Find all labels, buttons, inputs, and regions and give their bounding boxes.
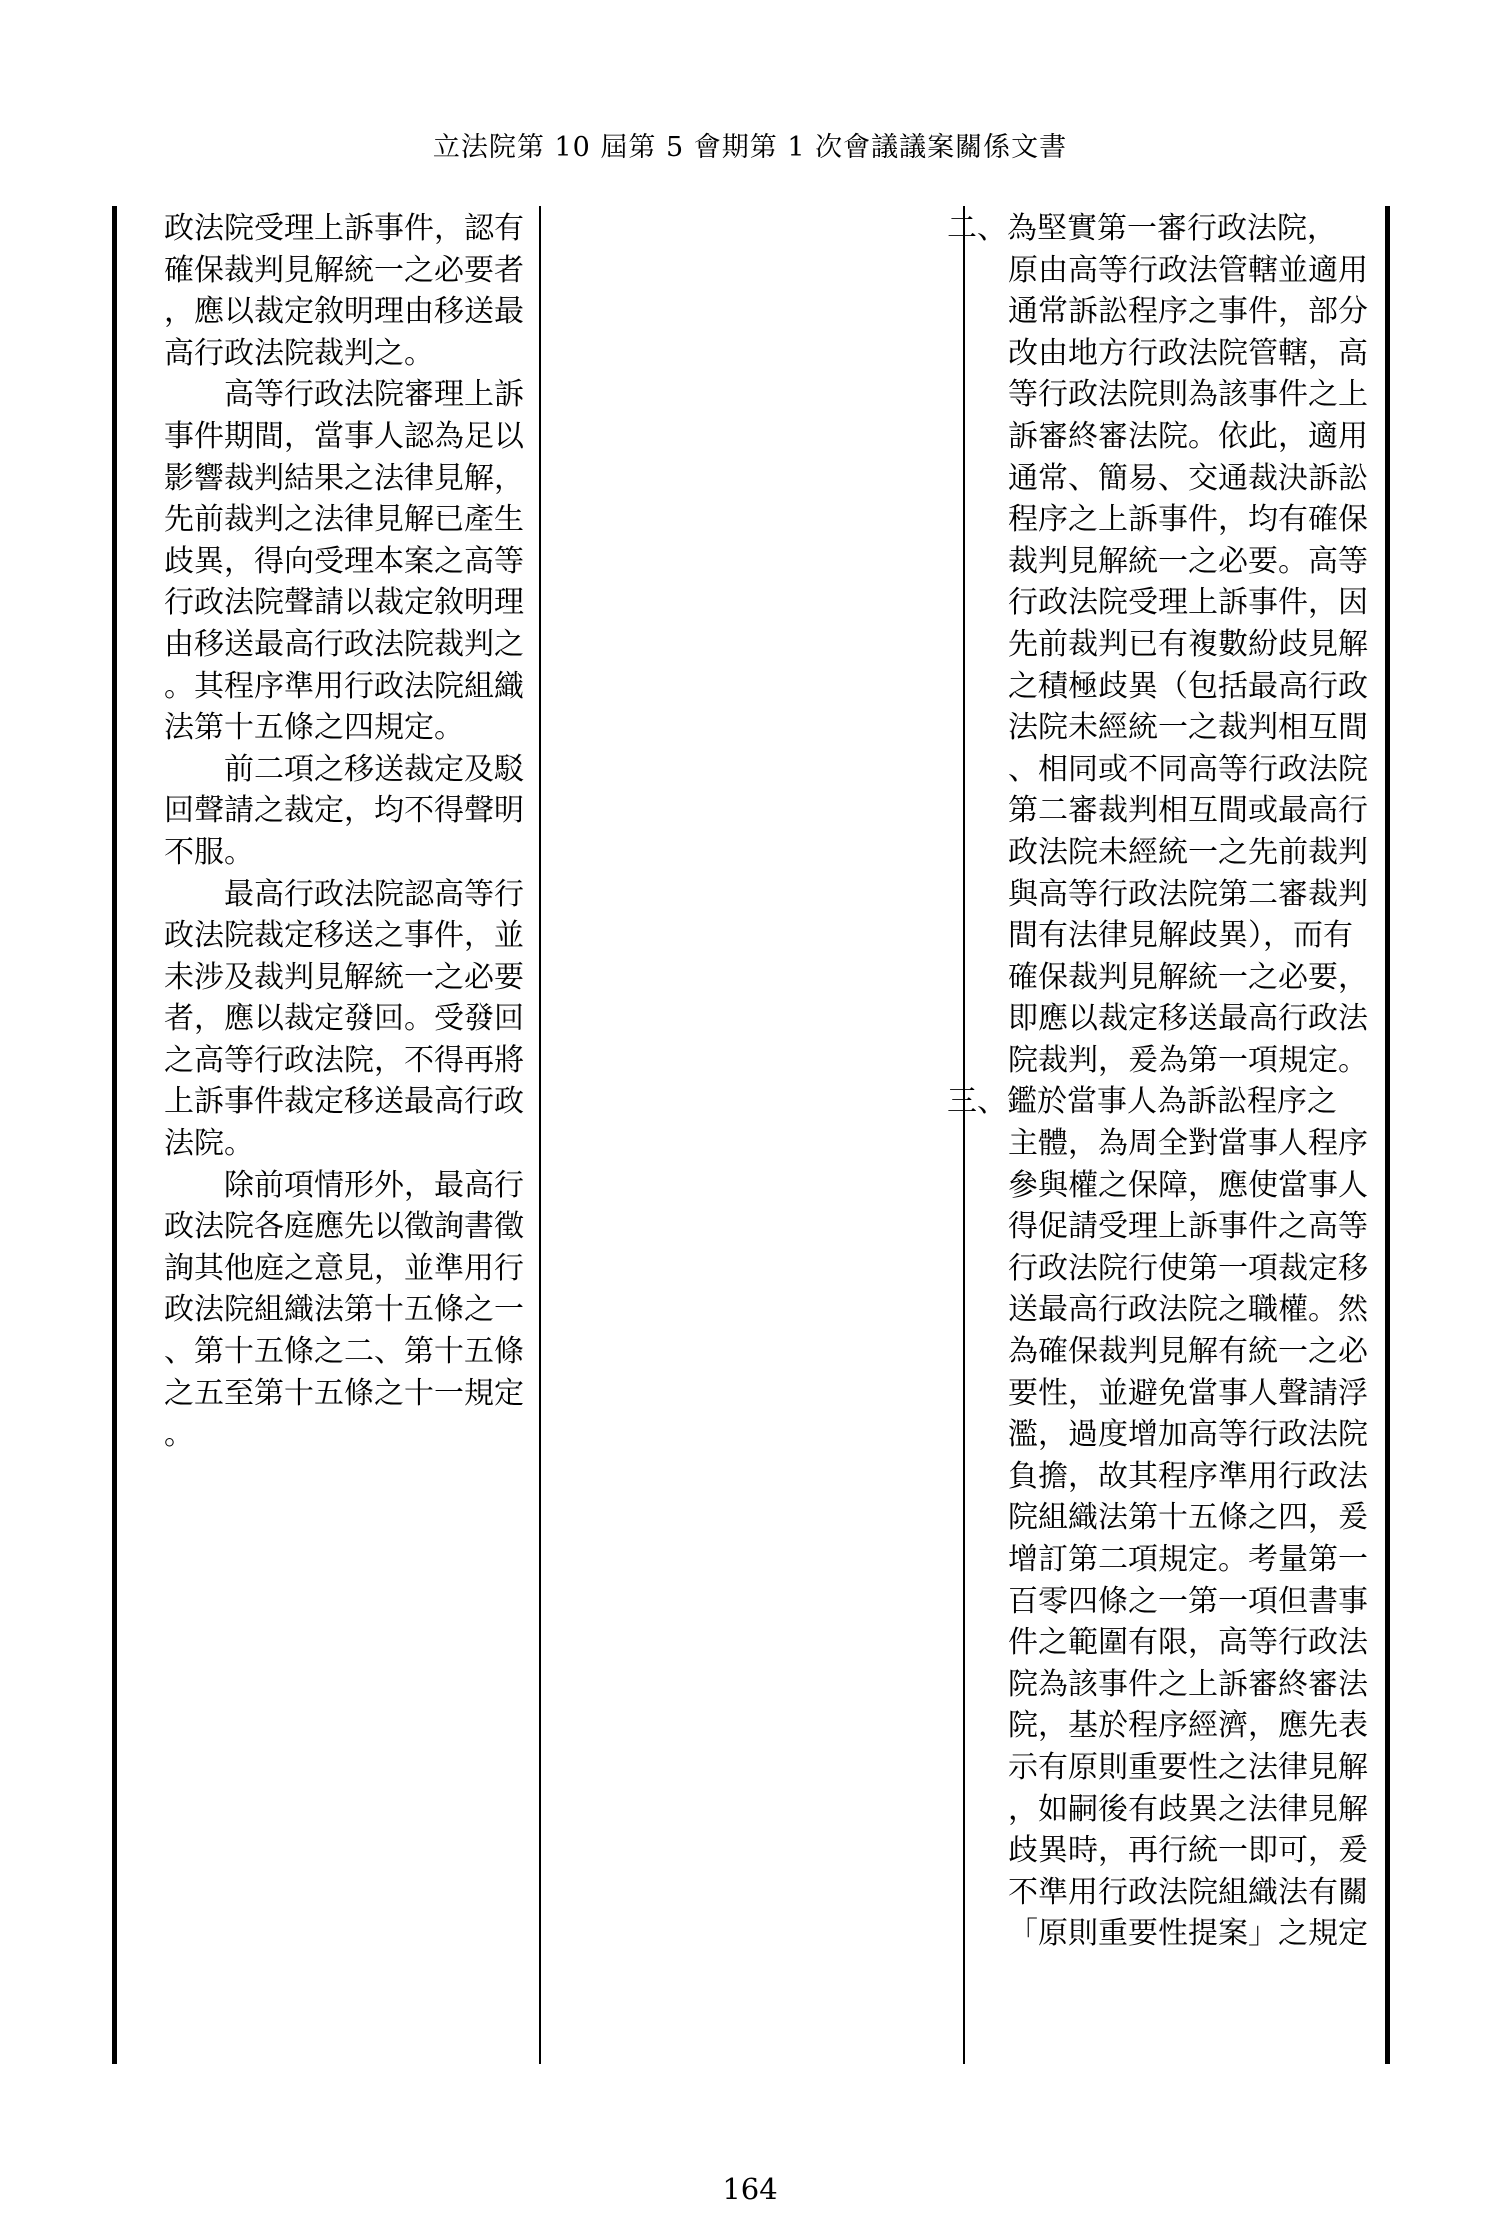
right-border-rule: [1385, 206, 1390, 2064]
amended-text-column: [164, 208, 534, 1456]
right-line: 院，基於程序經濟，應先表: [1008, 1708, 1368, 1744]
right-line: ，如嗣後有歧異之法律見解: [1008, 1791, 1368, 1827]
left-line: 。: [164, 1417, 194, 1453]
column-divider-1: [539, 206, 541, 2064]
left-line: 回聲請之裁定，均不得聲明: [164, 793, 524, 829]
left-line: 政法院各庭應先以徵詢書徵: [164, 1209, 524, 1245]
left-line: 政法院組織法第十五條之一: [164, 1292, 524, 1328]
right-line: 裁判見解統一之必要。高等: [1008, 543, 1368, 579]
left-line: 最高行政法院認高等行: [164, 876, 524, 912]
page-number: 164: [722, 2172, 778, 2206]
right-line: 行政法院行使第一項裁定移: [1008, 1250, 1368, 1286]
right-line: 院組織法第十五條之四，爰: [1008, 1500, 1368, 1536]
right-line: 改由地方行政法院管轄，高: [1008, 335, 1368, 371]
explanation-column: [947, 208, 1382, 1955]
left-line: 不服。: [164, 834, 254, 870]
left-line: 歧異，得向受理本案之高等: [164, 543, 524, 579]
right-line: 歧異時，再行統一即可，爰: [1008, 1833, 1368, 1869]
right-line: 、相同或不同高等行政法院: [1008, 751, 1368, 787]
right-line: 百零四條之一第一項但書事: [1008, 1583, 1368, 1619]
right-line: 主體，為周全對當事人程序: [1008, 1126, 1368, 1162]
left-line: 未涉及裁判見解統一之必要: [164, 959, 524, 995]
right-line: 法院未經統一之裁判相互間: [1008, 710, 1368, 746]
right-line: 院為該事件之上訴審終審法: [1008, 1666, 1368, 1702]
left-line: 行政法院聲請以裁定敘明理: [164, 585, 524, 621]
right-line: 為確保裁判見解有統一之必: [1008, 1334, 1368, 1370]
right-line: 「原則重要性提案」之規定: [1008, 1916, 1368, 1952]
right-line: 增訂第二項規定。考量第一: [1008, 1542, 1368, 1577]
right-line: 等行政法院則為該事件之上: [1008, 377, 1368, 413]
right-line: 三、鑑於當事人為訴訟程序之: [947, 1084, 1337, 1120]
right-line: 濫，過度增加高等行政法院: [1008, 1417, 1368, 1453]
right-line: 參與權之保障，應使當事人: [1008, 1167, 1368, 1203]
right-line: 與高等行政法院第二審裁判: [1008, 876, 1368, 912]
left-line: 確保裁判見解統一之必要者: [164, 252, 524, 288]
left-line: 詢其他庭之意見，並準用行: [164, 1250, 524, 1286]
left-line: 、第十五條之二、第十五條: [164, 1334, 524, 1370]
left-line: 除前項情形外，最高行: [164, 1167, 524, 1203]
right-line: 之積極歧異（包括最高行政: [1008, 668, 1368, 704]
left-line: 事件期間，當事人認為足以: [164, 418, 524, 454]
right-line: 要性，並避免當事人聲請浮: [1008, 1375, 1368, 1411]
left-line: 。其程序準用行政法院組織: [164, 668, 524, 704]
left-line: 法院。: [164, 1126, 254, 1162]
right-line: 送最高行政法院之職權。然: [1008, 1292, 1368, 1328]
right-line: 訴審終審法院。依此，適用: [1008, 418, 1368, 454]
left-line: 上訴事件裁定移送最高行政: [164, 1084, 524, 1120]
right-line: 原由高等行政法管轄並適用: [1008, 252, 1368, 288]
right-line: 確保裁判見解統一之必要，: [1008, 959, 1368, 995]
right-line: 程序之上訴事件，均有確保: [1008, 502, 1368, 538]
right-line: 政法院未經統一之先前裁判: [1008, 834, 1368, 870]
right-line: 院裁判，爰為第一項規定。: [1008, 1042, 1368, 1078]
column-divider-2: [963, 206, 965, 2064]
left-line: 法第十五條之四規定。: [164, 710, 464, 746]
right-line: 通常訴訟程序之事件，部分: [1008, 294, 1368, 330]
right-line: 第二審裁判相互間或最高行: [1008, 793, 1368, 829]
right-line: 先前裁判已有複數紛歧見解: [1008, 626, 1368, 662]
left-line: 政法院受理上訴事件，認有: [164, 211, 524, 246]
left-line: ，應以裁定敘明理由移送最: [164, 294, 524, 330]
left-line: 影響裁判結果之法律見解，: [164, 460, 524, 496]
right-line: 不準用行政法院組織法有關: [1008, 1874, 1368, 1910]
right-line: 即應以裁定移送最高行政法: [1008, 1001, 1368, 1037]
left-line: 者，應以裁定發回。受發回: [164, 1001, 524, 1037]
right-line: 行政法院受理上訴事件，因: [1008, 585, 1368, 621]
right-line: 通常、簡易、交通裁決訴訟: [1008, 460, 1368, 496]
right-line: 間有法律見解歧異），而有: [1008, 918, 1353, 954]
document-header: 立法院第 10 屆第 5 會期第 1 次會議議案關係文書: [432, 132, 1068, 163]
right-line: 二、為堅實第一審行政法院，: [947, 211, 1337, 246]
left-line: 之高等行政法院，不得再將: [164, 1042, 524, 1078]
left-line: 之五至第十五條之十一規定: [164, 1375, 524, 1411]
left-line: 高行政法院裁判之。: [164, 335, 434, 371]
left-line: 高等行政法院審理上訴: [164, 377, 524, 413]
left-line: 先前裁判之法律見解已產生: [164, 502, 524, 538]
right-line: 得促請受理上訴事件之高等: [1008, 1209, 1368, 1245]
left-line: 政法院裁定移送之事件，並: [164, 918, 524, 954]
right-line: 示有原則重要性之法律見解: [1008, 1749, 1368, 1785]
right-line: 件之範圍有限，高等行政法: [1008, 1625, 1368, 1661]
left-line: 由移送最高行政法院裁判之: [164, 626, 524, 662]
left-border-rule: [112, 206, 117, 2064]
left-line: 前二項之移送裁定及駁: [164, 751, 524, 787]
right-line: 負擔，故其程序準用行政法: [1008, 1458, 1368, 1494]
